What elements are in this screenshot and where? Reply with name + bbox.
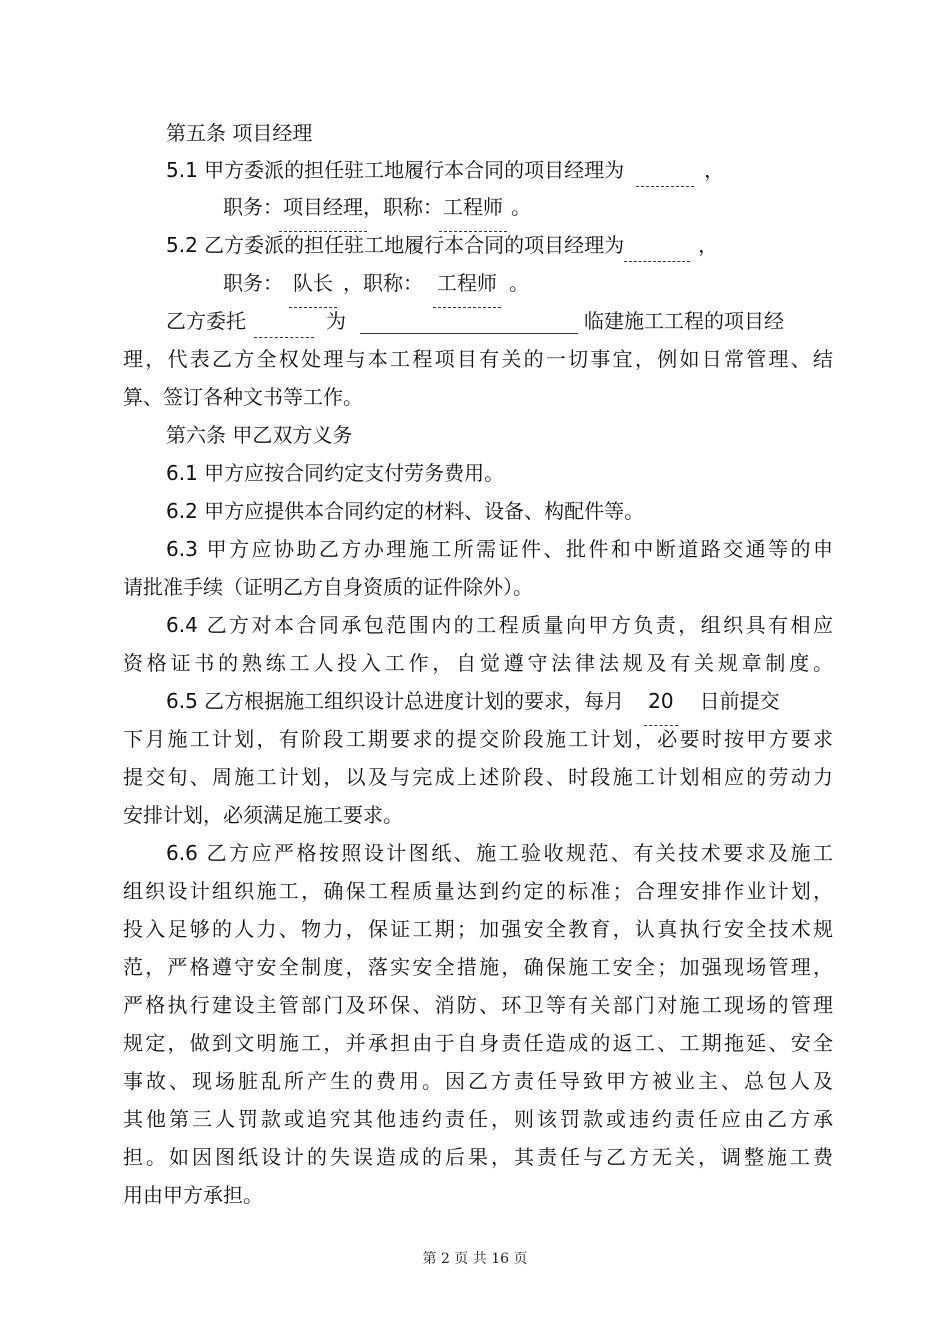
clause-6-5-line-3: 提交旬、周施工计划，以及与完成上述阶段、时段施工计划相应的劳动力 <box>123 765 833 789</box>
clause-5-1: 5.1 甲方委派的担任驻工地履行本合同的项目经理为 ， <box>166 158 725 182</box>
entrust-line-3: 算、签订各种文书等工作。 <box>123 385 363 409</box>
clause-5-1-text: 5.1 甲方委派的担任驻工地履行本合同的项目经理为 <box>166 158 625 182</box>
clause-6-3-line-1: 6.3 甲方应协助乙方办理施工所需证件、批件和中断道路交通等的申 <box>166 537 833 561</box>
clause-5-2-text: 5.2 乙方委派的担任驻工地履行本合同的项目经理为 <box>166 233 625 257</box>
clause-6-6-line-10: 用由甲方承担。 <box>123 1183 263 1207</box>
clause-6-6-line-8: 其他第三人罚款或追究其他违约责任，则该罚款或违约责任应由乙方承 <box>123 1107 833 1131</box>
clause-6-6-line-6: 规定，做到文明施工，并承担由于自身责任造成的返工、工期拖延、安全 <box>123 1031 833 1055</box>
clause-6-6-line-7: 事故、现场脏乱所产生的费用。因乙方责任导致甲方被业主、总包人及 <box>123 1069 833 1093</box>
clause-5-1-duty-value[interactable]: 项目经理 <box>283 188 363 226</box>
clause-5-1-manager-blank[interactable] <box>636 157 694 177</box>
clause-6-6-line-9: 担。如因图纸设计的失误造成的后果，其责任与乙方无关，调整施工费 <box>123 1145 833 1169</box>
entrust-person-blank[interactable] <box>254 308 314 328</box>
clause-5-1-duty-line: 职务：项目经理，职称：工程师 。 <box>223 188 833 226</box>
article6-heading: 第六条 甲乙双方义务 <box>166 423 353 447</box>
clause-6-2: 6.2 甲方应提供本合同约定的材料、设备、构配件等。 <box>166 499 645 523</box>
clause-5-2-duty-line: 职务： 队长 ，职称： 工程师 。 <box>223 264 833 302</box>
clause-6-5-line-1: 6.5 乙方根据施工组织设计总进度计划的要求，每月 20 日前提交 <box>166 682 833 720</box>
clause-6-3-line-2: 请批准手续（证明乙方自身资质的证件除外）。 <box>123 575 533 599</box>
clause-6-5-line-2: 下月施工计划，有阶段工期要求的提交阶段施工计划，必要时按甲方要求 <box>123 727 833 751</box>
clause-5-1-title-value[interactable]: 工程师 <box>443 188 503 226</box>
clause-6-6-line-4: 范，严格遵守安全制度，落实安全措施，确保施工安全；加强现场管理， <box>123 955 833 979</box>
clause-5-2-title-value[interactable]: 工程师 <box>437 264 497 302</box>
entrust-line-2: 理，代表乙方全权处理与本工程项目有关的一切事宜，例如日常管理、结 <box>123 347 833 371</box>
clause-6-6-line-2: 组织设计组织施工，确保工程质量达到约定的标准；合理安排作业计划， <box>123 879 833 903</box>
article5-heading: 第五条 项目经理 <box>166 121 313 145</box>
clause-6-6-line-5: 严格执行建设主管部门及环保、消防、环卫等有关部门对施工现场的管理 <box>123 993 833 1017</box>
entrust-project-blank[interactable] <box>360 308 578 328</box>
clause-6-5-day-value[interactable]: 20 <box>648 682 673 720</box>
clause-6-6-line-1: 6.6 乙方应严格按照设计图纸、施工验收规范、有关技术要求及施工 <box>166 841 833 865</box>
clause-6-5-line-4: 安排计划，必须满足施工要求。 <box>123 803 403 827</box>
clause-6-1: 6.1 甲方应按合同约定支付劳务费用。 <box>166 461 505 485</box>
clause-5-2-duty-value[interactable]: 队长 <box>293 264 333 302</box>
page-footer: 第 2 页 共 16 页 <box>422 1251 528 1267</box>
clause-6-4-line-1: 6.4 乙方对本合同承包范围内的工程质量向甲方负责，组织具有相应 <box>166 613 833 637</box>
entrust-line-1: 乙方委托 为 临建施工工程的项目经 <box>166 309 784 333</box>
clause-6-6-line-3: 投入足够的人力、物力，保证工期；加强安全教育，认真执行安全技术规 <box>123 917 833 941</box>
clause-5-2-manager-blank[interactable] <box>624 232 690 252</box>
clause-6-4-line-2: 资格证书的熟练工人投入工作，自觉遵守法律法规及有关规章制度。 <box>123 651 833 675</box>
clause-5-2: 5.2 乙方委派的担任驻工地履行本合同的项目经理为 ， <box>166 233 719 257</box>
